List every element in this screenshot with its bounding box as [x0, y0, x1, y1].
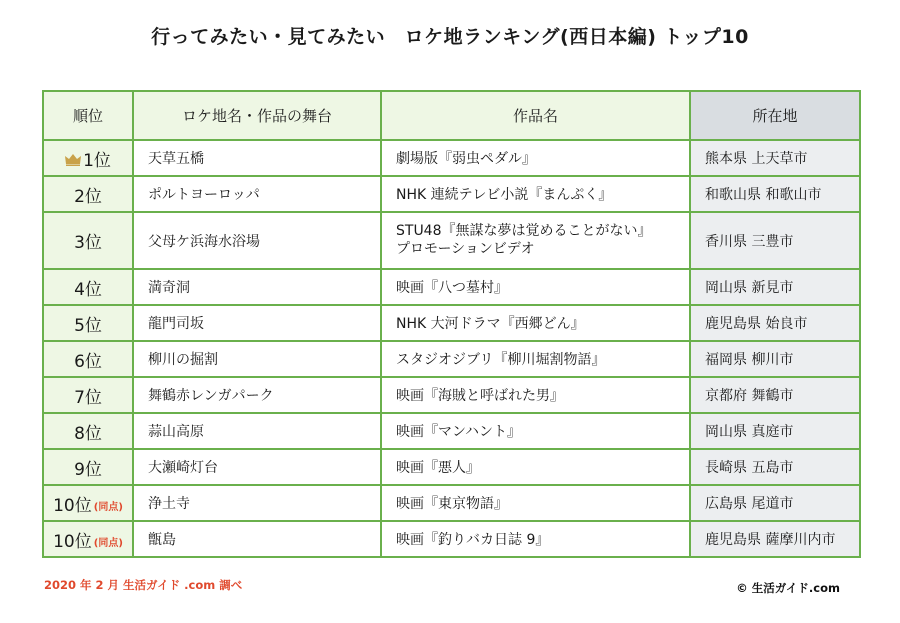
location-cell: 和歌山県 和歌山市 — [690, 176, 860, 212]
work-cell: 映画『悪人』 — [381, 449, 690, 485]
location-cell: 岡山県 新見市 — [690, 269, 860, 305]
location-cell: 広島県 尾道市 — [690, 485, 860, 521]
place-cell: 柳川の掘割 — [133, 341, 381, 377]
work-cell: 映画『八つ墓村』 — [381, 269, 690, 305]
location-cell: 長崎県 五島市 — [690, 449, 860, 485]
table-row — [43, 269, 860, 305]
rank-cell: 7位 — [43, 377, 133, 413]
rank-label: 10位 — [53, 531, 92, 552]
table-row — [43, 413, 860, 449]
place-cell: ポルトヨーロッパ — [133, 176, 381, 212]
place-cell: 浄土寺 — [133, 485, 381, 521]
tie-badge: (同点) — [93, 538, 123, 549]
rank-cell: 2位 — [43, 176, 133, 212]
rank-cell: 9位 — [43, 449, 133, 485]
rank-label: 10位 — [53, 495, 92, 516]
location-cell: 福岡県 柳川市 — [690, 341, 860, 377]
table-row — [43, 176, 860, 212]
work-title-line: STU48『無謀な夢は覚めることがない』 — [396, 223, 652, 239]
place-cell: 蒜山高原 — [133, 413, 381, 449]
location-cell: 熊本県 上天草市 — [690, 140, 860, 176]
table-row — [43, 140, 860, 176]
table-row — [43, 485, 860, 521]
location-cell: 香川県 三豊市 — [690, 212, 860, 269]
work-cell: NHK 連続テレビ小説『まんぷく』 — [381, 176, 690, 212]
table-row — [43, 305, 860, 341]
header-place: ロケ地名・作品の舞台 — [133, 91, 381, 140]
place-cell: 甑島 — [133, 521, 381, 557]
crown-icon — [65, 151, 81, 171]
rank-label: 1位 — [83, 150, 111, 171]
header-location: 所在地 — [690, 91, 860, 140]
place-cell: 大瀬崎灯台 — [133, 449, 381, 485]
location-cell: 鹿児島県 始良市 — [690, 305, 860, 341]
location-cell: 鹿児島県 薩摩川内市 — [690, 521, 860, 557]
work-cell — [381, 212, 690, 269]
work-cell: スタジオジブリ『柳川堀割物語』 — [381, 341, 690, 377]
ranking-table — [42, 90, 861, 558]
location-cell: 岡山県 真庭市 — [690, 413, 860, 449]
work-cell: 映画『東京物語』 — [381, 485, 690, 521]
work-title-line: プロモーションビデオ — [396, 240, 535, 257]
work-cell: 映画『釣りバカ日誌 9』 — [381, 521, 690, 557]
place-cell: 父母ケ浜海水浴場 — [133, 212, 381, 269]
rank-cell: 3位 — [43, 212, 133, 269]
place-cell: 舞鶴赤レンガパーク — [133, 377, 381, 413]
place-cell: 満奇洞 — [133, 269, 381, 305]
page-title: 行ってみたい・見てみたい ロケ地ランキング(西日本編) トップ10 — [151, 26, 749, 48]
work-cell: 映画『マンハント』 — [381, 413, 690, 449]
rank-cell — [43, 485, 133, 521]
rank-cell: 4位 — [43, 269, 133, 305]
table-row — [43, 212, 860, 269]
tie-badge: (同点) — [93, 502, 123, 513]
table-row — [43, 449, 860, 485]
location-cell: 京都府 舞鶴市 — [690, 377, 860, 413]
header-work: 作品名 — [381, 91, 690, 140]
header-rank: 順位 — [43, 91, 133, 140]
table-row — [43, 521, 860, 557]
table-row — [43, 341, 860, 377]
copyright-text: © 生活ガイド.com — [736, 581, 840, 595]
table-header-row — [43, 91, 860, 140]
place-cell: 天草五橋 — [133, 140, 381, 176]
source-note: 2020 年 2 月 生活ガイド .com 調べ — [44, 578, 243, 592]
rank-cell: 6位 — [43, 341, 133, 377]
table-row — [43, 377, 860, 413]
rank-cell: 8位 — [43, 413, 133, 449]
place-cell: 龍門司坂 — [133, 305, 381, 341]
rank-cell — [43, 140, 133, 176]
rank-cell — [43, 521, 133, 557]
work-cell: 映画『海賊と呼ばれた男』 — [381, 377, 690, 413]
work-cell: NHK 大河ドラマ『西郷どん』 — [381, 305, 690, 341]
work-cell: 劇場版『弱虫ペダル』 — [381, 140, 690, 176]
rank-cell: 5位 — [43, 305, 133, 341]
